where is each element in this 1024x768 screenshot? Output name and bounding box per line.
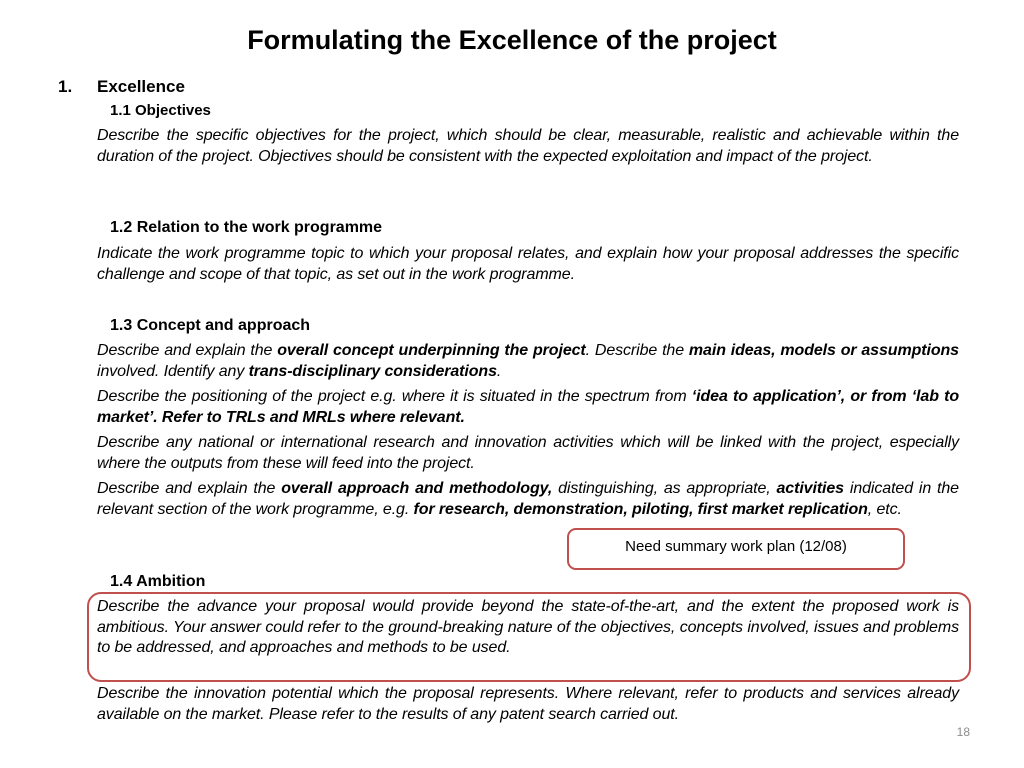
ambition-paragraph-2: Describe the innovation potential which the proposal represents. Where relevant, refer to products and services already available on the market. Please refer to the results of any patent search carried out. [97, 685, 959, 723]
concept-heading: 1.3 Concept and approach [110, 317, 311, 334]
work-programme-text: Indicate the work programme topic to which your proposal relates, and explain how your proposal addresses the specific challenge and scope of that topic, as set out in the work programme. [97, 245, 959, 283]
concept-paragraph-1: Describe and explain the overall concept underpinning the project. Describe the main ideas, models or assumptions involved. Identify any trans-disciplinary considerations. [97, 342, 959, 380]
concept-paragraph-2: Describe the positioning of the project e.g. where it is situated in the spectrum from ‘idea to application’, or from ‘lab to market’. Refer to TRLs and MRLs where relevant. [97, 388, 959, 426]
annotation-note: Need summary work plan (12/08) [625, 538, 847, 555]
page-number: 18 [956, 725, 970, 739]
objectives-text: Describe the specific objectives for the project, which should be clear, measurable, realistic and achievable within the duration of the project. Objectives should be consistent with the expected exploitation and impact of the project. [97, 127, 959, 165]
objectives-heading: 1.1 Objectives [110, 102, 211, 119]
ambition-paragraph-1: Describe the advance your proposal would provide beyond the state-of-the-art, and the extent the proposed work is ambitious. Your answer could refer to the ground-breaking nature of the objectives, concepts involved, issues and problems to be addressed, and approaches and methods to be used. [97, 598, 959, 657]
concept-paragraph-3: Describe any national or international research and innovation activities which will be linked with the project, especially where the outputs from these will feed into the project. [97, 434, 959, 472]
ambition-heading: 1.4 Ambition [110, 573, 206, 590]
work-programme-heading: 1.2 Relation to the work programme [110, 219, 383, 236]
slide-title: Formulating the Excellence of the project [247, 25, 777, 55]
concept-paragraph-4: Describe and explain the overall approach and methodology, distinguishing, as appropriate, activities indicated in the relevant section of the work programme, e.g. for research, demonstration, piloting, first market replication, etc. [97, 480, 959, 518]
section-number: 1. [58, 77, 73, 96]
section-heading: Excellence [97, 77, 185, 96]
